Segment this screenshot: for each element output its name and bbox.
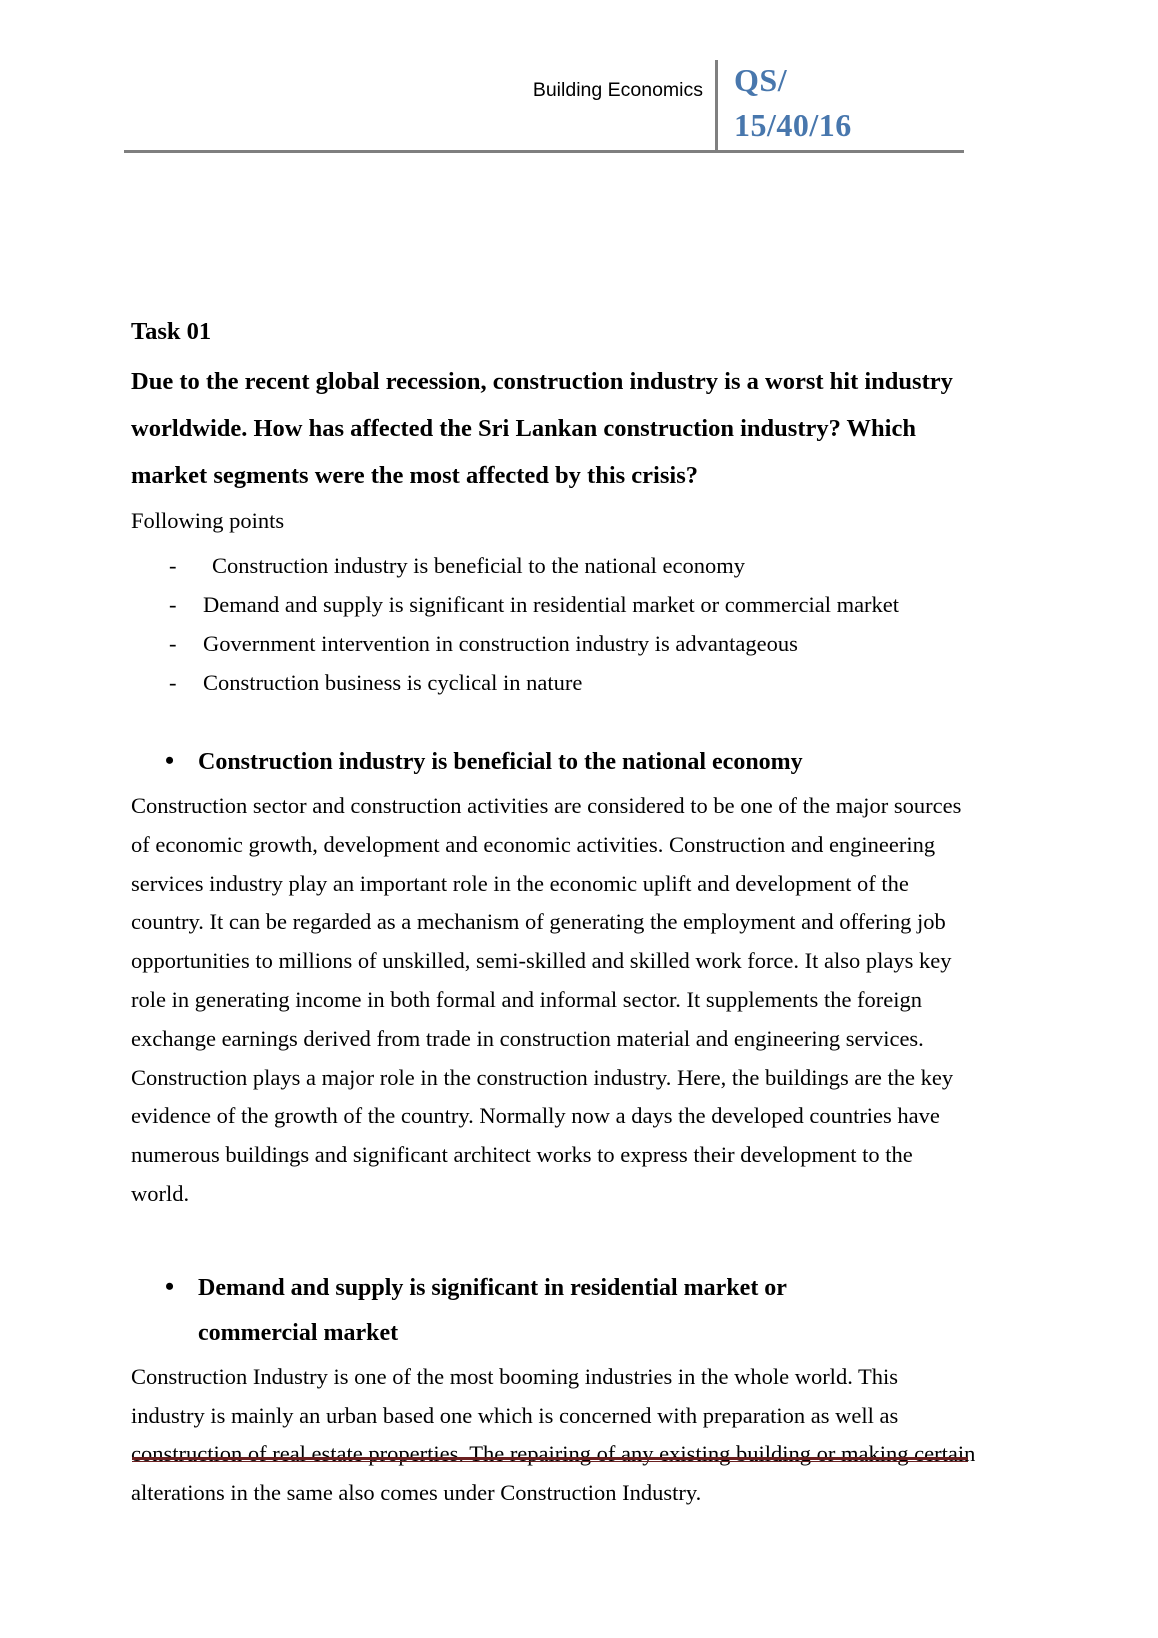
section-heading	[131, 1266, 976, 1356]
list-item-label: Demand and supply is significant in residential market or commercial market	[203, 592, 900, 617]
header-horizontal-rule	[124, 150, 964, 153]
list-item	[131, 546, 976, 585]
task-label: Task 01	[131, 318, 212, 345]
list-item	[131, 663, 976, 702]
dash-marker-icon: -	[169, 670, 177, 695]
section-paragraph: Construction Industry is one of the most booming industries in the whole world. This industry is mainly an urban based one which is concerned with preparation as well as construction of real estate properties. The repairing of any existing building or making certain alterations in the same also comes under Construction Industry.	[131, 1363, 976, 1506]
following-points-label: Following points	[131, 508, 285, 533]
list-item-label: Construction industry is beneficial to the national economy	[212, 553, 746, 578]
dash-marker-icon: -	[169, 631, 177, 656]
bullet-marker-icon: •	[165, 746, 175, 775]
list-item	[131, 585, 976, 624]
question-heading: Due to the recent global recession, construction industry is a worst hit industry worldwide. How has affected the Sri Lankan construction industry? Which market segments were the most affected by this crisis?	[131, 368, 953, 489]
dash-marker-icon: -	[169, 592, 177, 617]
header-student-id-line2: 15/40/16	[734, 107, 852, 143]
page-header	[124, 58, 964, 154]
document-body	[131, 312, 976, 1513]
header-student-id-line1: QS/	[734, 62, 788, 98]
header-student-id	[718, 58, 964, 148]
footer-horizontal-rule	[132, 1457, 968, 1462]
list-item	[131, 624, 976, 663]
list-item-label: Construction business is cyclical in nature	[203, 670, 583, 695]
section-paragraph: Construction sector and construction activities are considered to be one of the major sources of economic growth, development and economic activities. Construction and engineering services industry play an important role in the economic uplift and development of the country. It can be regarded as a mechanism of generating the employment and offering job opportunities to millions of unskilled, semi-skilled and skilled work force. It also plays key role in generating income in both formal and informal sector. It supplements the foreign exchange earnings derived from trade in construction material and engineering services. Construction plays a major role in the construction industry. Here, the buildings are the key evidence of the growth of the country. Normally now a days the developed countries have numerous buildings and significant architect works to express their development to the world.	[131, 793, 962, 1206]
points-list	[131, 546, 976, 702]
section-heading	[131, 740, 976, 785]
section-heading-label: Demand and supply is significant in residential market or commercial market	[198, 1274, 787, 1346]
section-demand-and-supply	[131, 1266, 976, 1513]
dash-marker-icon: -	[169, 553, 177, 578]
section-construction-industry-benefit	[131, 740, 976, 1214]
header-course-title: Building Economics	[532, 79, 703, 101]
bullet-marker-icon: •	[165, 1271, 175, 1301]
list-item-label: Government intervention in construction industry is advantageous	[203, 631, 798, 656]
section-heading-label: Construction industry is beneficial to the national economy	[198, 749, 803, 775]
